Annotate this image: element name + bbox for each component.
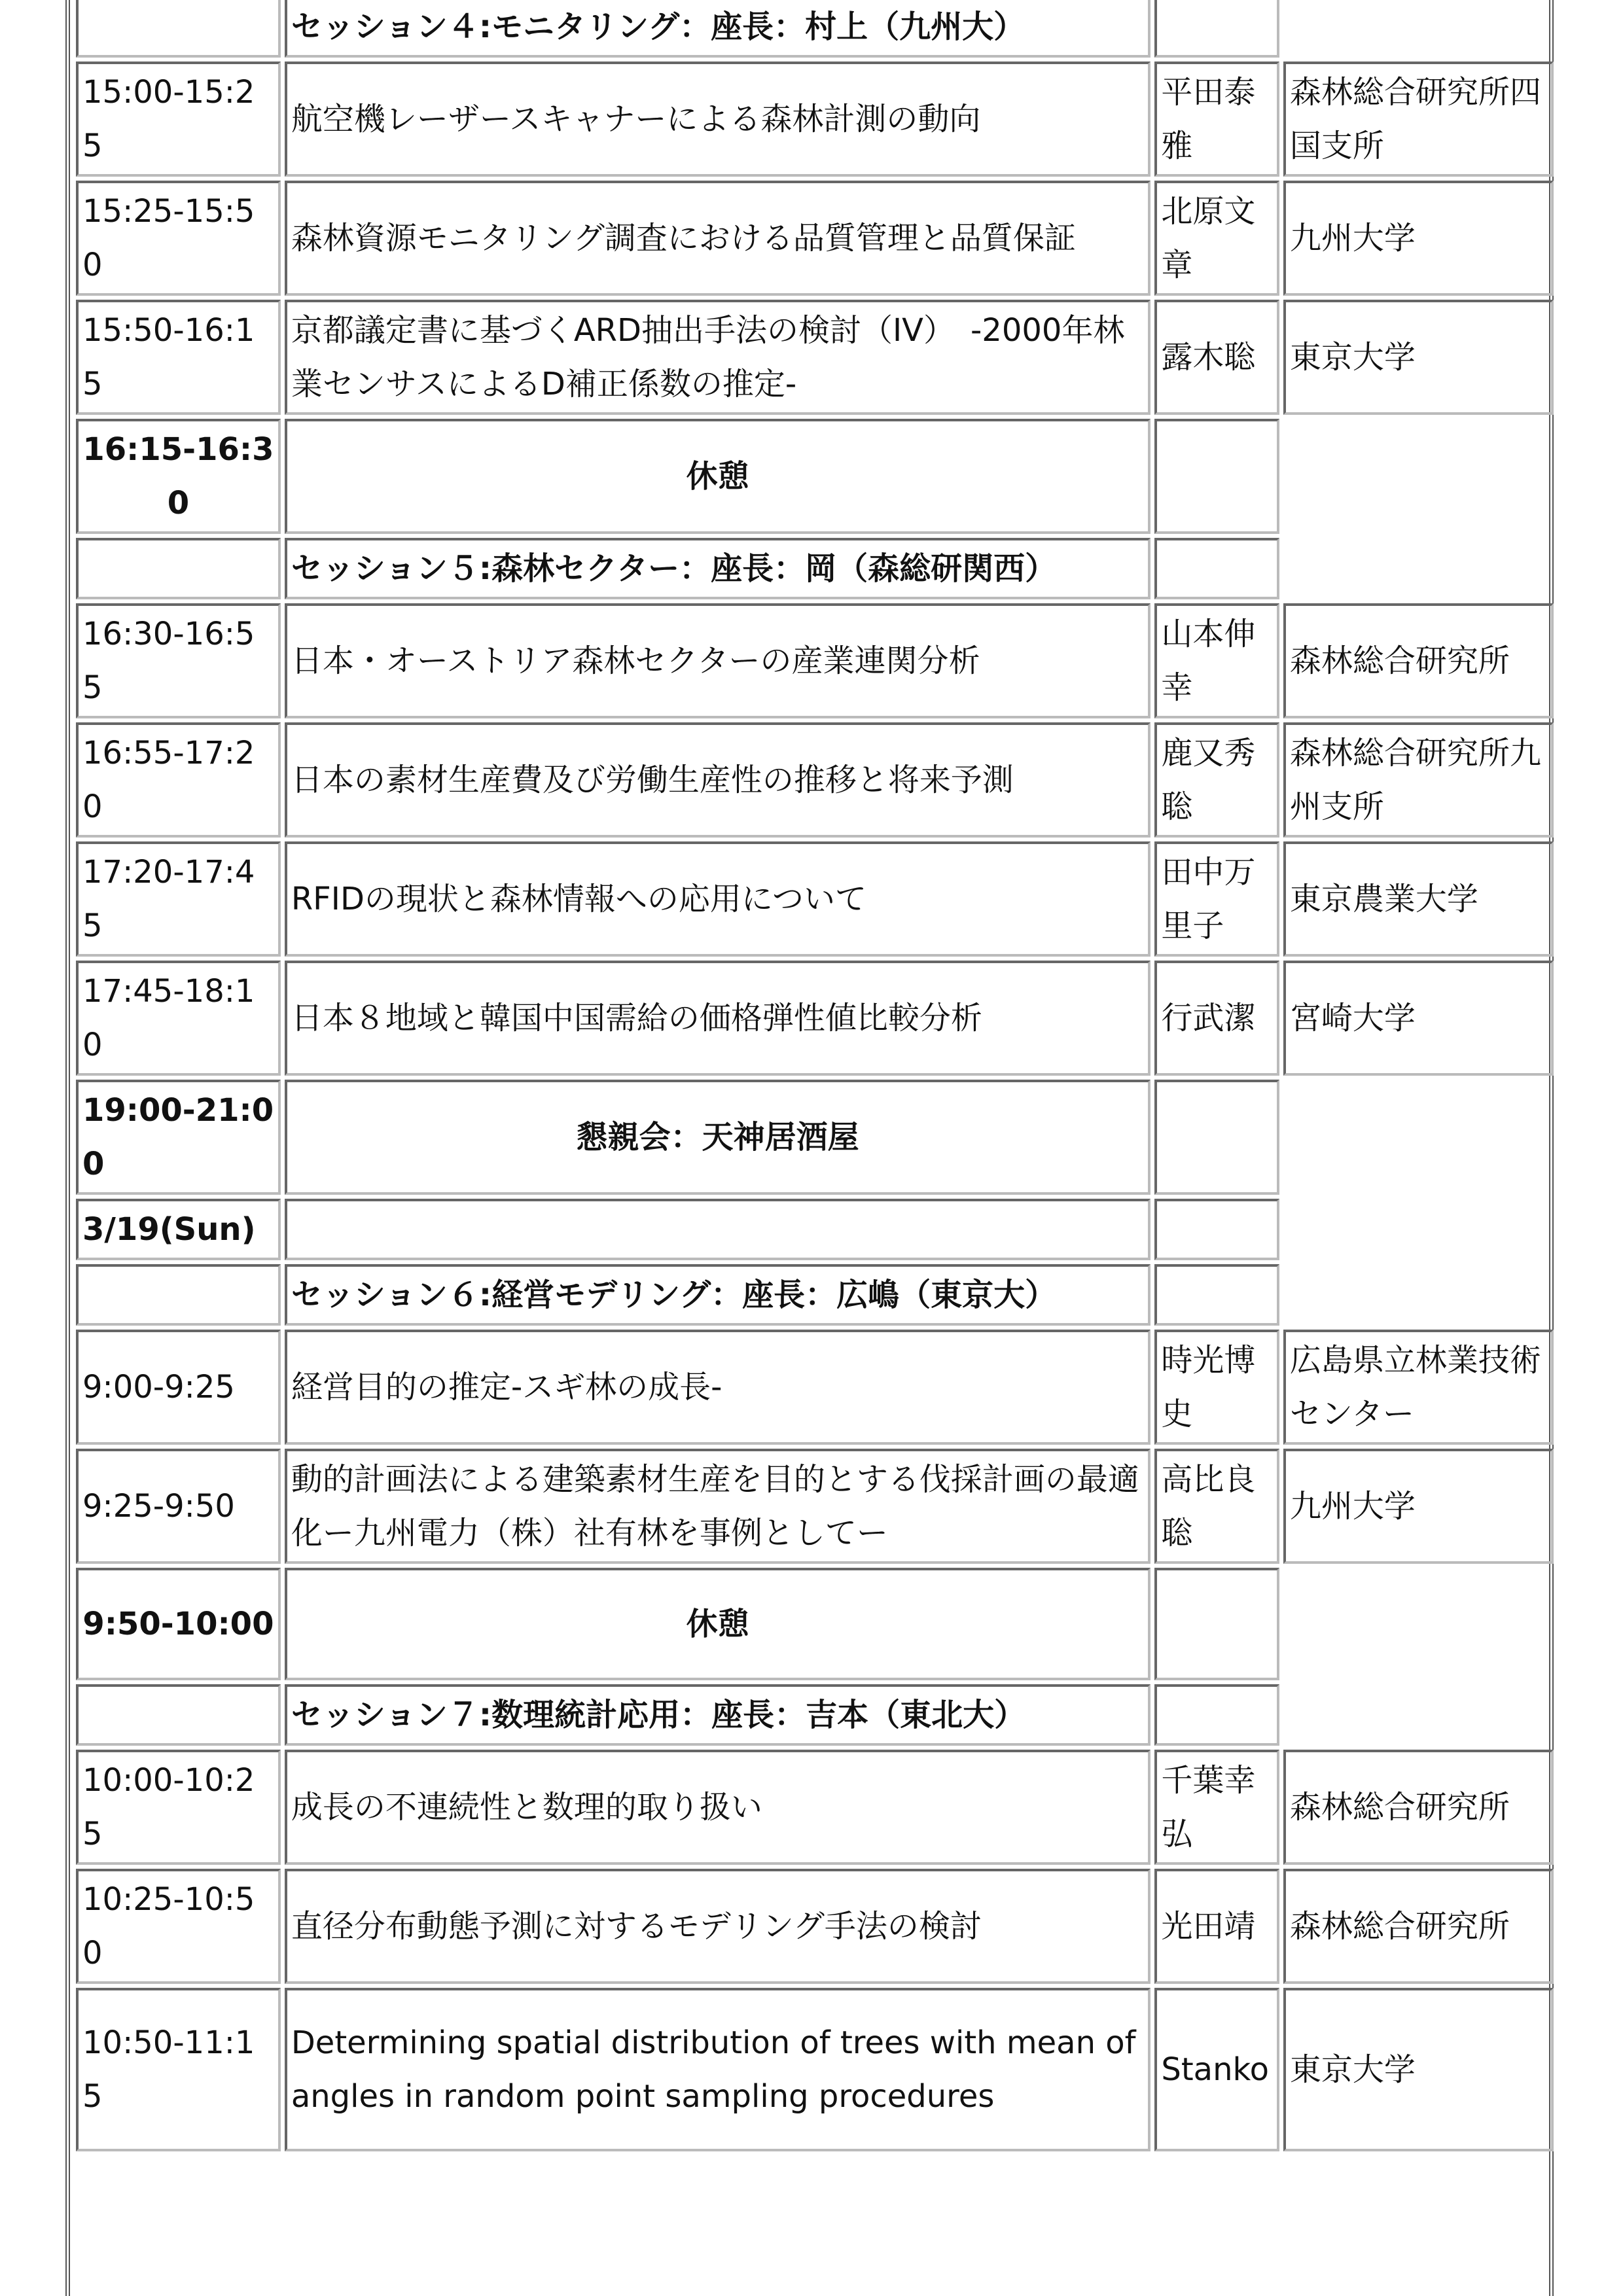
talk-author: 鹿又秀聡 bbox=[1154, 722, 1279, 838]
talk-row bbox=[76, 1449, 1554, 1564]
talk-row bbox=[76, 300, 1554, 415]
talk-row bbox=[76, 181, 1554, 296]
break-label: 休憩 bbox=[285, 1568, 1151, 1680]
affiliation-cell bbox=[1283, 419, 1554, 534]
talk-title: 森林資源モニタリング調査における品質管理と品質保証 bbox=[285, 181, 1151, 296]
talk-title: 日本・オーストリア森林セクターの産業連関分析 bbox=[285, 603, 1151, 718]
talk-author: 千葉幸弘 bbox=[1154, 1750, 1279, 1865]
title-cell bbox=[285, 1199, 1151, 1260]
day-date: 3/19(Sun) bbox=[76, 1199, 281, 1260]
author-cell bbox=[1154, 1080, 1279, 1195]
talk-time: 16:30-16:55 bbox=[76, 603, 281, 718]
talk-affiliation: 森林総合研究所 bbox=[1283, 1869, 1554, 1984]
author-cell bbox=[1154, 0, 1279, 58]
talk-affiliation: 東京大学 bbox=[1283, 300, 1554, 415]
talk-row bbox=[76, 841, 1554, 957]
session-row bbox=[76, 538, 1554, 599]
author-cell bbox=[1154, 1199, 1279, 1260]
talk-affiliation: 広島県立林業技術センター bbox=[1283, 1330, 1554, 1445]
break-time: 9:50-10:00 bbox=[76, 1568, 281, 1680]
talk-affiliation: 東京農業大学 bbox=[1283, 841, 1554, 957]
affiliation-cell bbox=[1283, 538, 1554, 599]
talk-row bbox=[76, 1750, 1554, 1865]
session-row bbox=[76, 1684, 1554, 1746]
talk-title: RFIDの現状と森林情報への応用について bbox=[285, 841, 1151, 957]
talk-author: 山本伸幸 bbox=[1154, 603, 1279, 718]
break-time: 16:15-16:30 bbox=[76, 419, 281, 534]
break-row bbox=[76, 1568, 1554, 1680]
talk-title: 京都議定書に基づくARD抽出手法の検討（IV） -2000年林業センサスによるD補正係数の推定- bbox=[285, 300, 1151, 415]
talk-time: 17:45-18:10 bbox=[76, 961, 281, 1076]
talk-affiliation: 森林総合研究所 bbox=[1283, 603, 1554, 718]
affiliation-cell bbox=[1283, 1080, 1554, 1195]
session-row bbox=[76, 0, 1554, 58]
break-row bbox=[76, 419, 1554, 534]
talk-author: 光田靖 bbox=[1154, 1869, 1279, 1984]
talk-affiliation: 森林総合研究所 bbox=[1283, 1750, 1554, 1865]
talk-title: 日本８地域と韓国中国需給の価格弾性値比較分析 bbox=[285, 961, 1151, 1076]
talk-time: 15:25-15:50 bbox=[76, 181, 281, 296]
affiliation-cell bbox=[1283, 1264, 1554, 1326]
talk-author: 時光博史 bbox=[1154, 1330, 1279, 1445]
author-cell bbox=[1154, 419, 1279, 534]
session-title: セッション５:森林セクター：座長：岡（森総研関西） bbox=[285, 538, 1151, 599]
talk-time: 15:50-16:15 bbox=[76, 300, 281, 415]
talk-affiliation: 九州大学 bbox=[1283, 181, 1554, 296]
talk-row bbox=[76, 62, 1554, 177]
session-title: セッション７:数理統計応用：座長：吉本（東北大） bbox=[285, 1684, 1151, 1746]
event-label: 懇親会：天神居酒屋 bbox=[285, 1080, 1151, 1195]
talk-title: 成長の不連続性と数理的取り扱い bbox=[285, 1750, 1151, 1865]
program-table bbox=[72, 0, 1558, 2155]
talk-author: 平田泰雅 bbox=[1154, 62, 1279, 177]
affiliation-cell bbox=[1283, 1199, 1554, 1260]
talk-author: 行武潔 bbox=[1154, 961, 1279, 1076]
talk-row bbox=[76, 722, 1554, 838]
date-row bbox=[76, 1199, 1554, 1260]
time-cell bbox=[76, 538, 281, 599]
talk-affiliation: 宮崎大学 bbox=[1283, 961, 1554, 1076]
talk-author: 高比良 聡 bbox=[1154, 1449, 1279, 1564]
event-row bbox=[76, 1080, 1554, 1195]
time-cell bbox=[76, 1264, 281, 1326]
talk-time: 9:25-9:50 bbox=[76, 1449, 281, 1564]
talk-row bbox=[76, 1988, 1554, 2151]
talk-author: Stanko bbox=[1154, 1988, 1279, 2151]
talk-title: Determining spatial distribution of trees with mean of angles in random point sampling procedures bbox=[285, 1988, 1151, 2151]
session-title: セッション６:経営モデリング：座長：広嶋（東京大） bbox=[285, 1264, 1151, 1326]
talk-title: 日本の素材生産費及び労働生産性の推移と将来予測 bbox=[285, 722, 1151, 838]
session-title: セッション４:モニタリング：座長：村上（九州大） bbox=[285, 0, 1151, 58]
author-cell bbox=[1154, 1264, 1279, 1326]
talk-time: 17:20-17:45 bbox=[76, 841, 281, 957]
author-cell bbox=[1154, 1568, 1279, 1680]
talk-time: 9:00-9:25 bbox=[76, 1330, 281, 1445]
talk-affiliation: 森林総合研究所四国支所 bbox=[1283, 62, 1554, 177]
affiliation-cell bbox=[1283, 0, 1554, 58]
break-label: 休憩 bbox=[285, 419, 1151, 534]
talk-affiliation: 九州大学 bbox=[1283, 1449, 1554, 1564]
talk-time: 10:50-11:15 bbox=[76, 1988, 281, 2151]
talk-time: 15:00-15:25 bbox=[76, 62, 281, 177]
time-cell bbox=[76, 0, 281, 58]
talk-time: 10:00-10:25 bbox=[76, 1750, 281, 1865]
talk-row bbox=[76, 1330, 1554, 1445]
talk-title: 直径分布動態予測に対するモデリング手法の検討 bbox=[285, 1869, 1151, 1984]
talk-time: 16:55-17:20 bbox=[76, 722, 281, 838]
talk-affiliation: 森林総合研究所九州支所 bbox=[1283, 722, 1554, 838]
talk-row bbox=[76, 961, 1554, 1076]
author-cell bbox=[1154, 538, 1279, 599]
time-cell bbox=[76, 1684, 281, 1746]
author-cell bbox=[1154, 1684, 1279, 1746]
affiliation-cell bbox=[1283, 1684, 1554, 1746]
talk-title: 航空機レーザースキャナーによる森林計測の動向 bbox=[285, 62, 1151, 177]
affiliation-cell bbox=[1283, 1568, 1554, 1680]
talk-title: 動的計画法による建築素材生産を目的とする伐採計画の最適化ー九州電力（株）社有林を事例としてー bbox=[285, 1449, 1151, 1564]
talk-affiliation: 東京大学 bbox=[1283, 1988, 1554, 2151]
talk-row bbox=[76, 603, 1554, 718]
talk-author: 北原文章 bbox=[1154, 181, 1279, 296]
session-row bbox=[76, 1264, 1554, 1326]
talk-time: 10:25-10:50 bbox=[76, 1869, 281, 1984]
talk-author: 露木聡 bbox=[1154, 300, 1279, 415]
talk-row bbox=[76, 1869, 1554, 1984]
event-time: 19:00-21:00 bbox=[76, 1080, 281, 1195]
talk-author: 田中万里子 bbox=[1154, 841, 1279, 957]
talk-title: 経営目的の推定-スギ林の成長- bbox=[285, 1330, 1151, 1445]
